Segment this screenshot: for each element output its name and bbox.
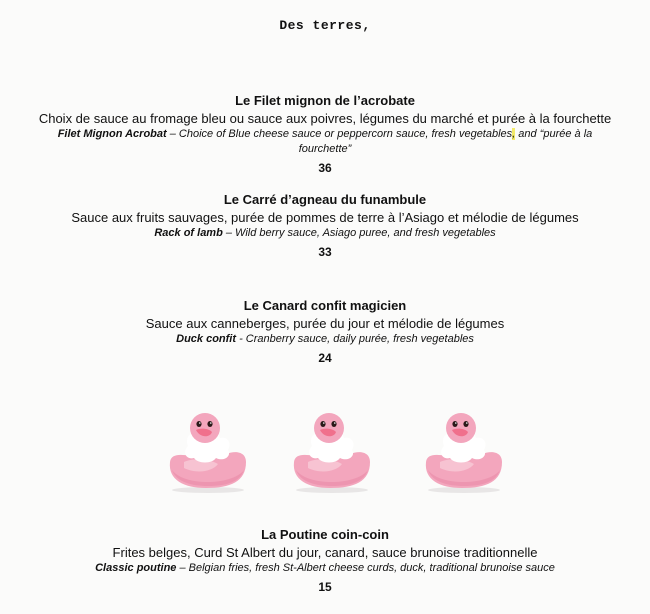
dish-description-en [20,226,630,241]
dish-name-en: Rack of lamb [154,227,223,239]
dish-name-en: Classic poutine [95,562,177,574]
rubber-duck-icon [162,400,252,495]
dish-price: 15 [318,580,332,594]
dish-description-fr: Sauce aux fruits sauvages, purée de pommes de terre à l’Asiago et mélodie de légumes [71,210,579,225]
section-title: Des terres, [279,18,371,33]
dish-name: Le Canard confit magicien [243,298,407,313]
dish-description-en [20,127,630,157]
dish-desc-en-part2: and “purée à la fourchette” [298,128,593,155]
rubber-ducks-illustration [0,400,650,500]
dish-poutine [20,526,630,596]
dish-description-en [20,332,630,347]
dish-name-en: Filet Mignon Acrobat [57,128,167,140]
dish-filet-mignon [20,92,630,177]
dish-name: La Poutine coin-coin [261,527,389,542]
dish-desc-en-part1: – Choice of Blue cheese sauce or peppercorn sauce, fresh vegetables [166,128,513,140]
dish-description-en [20,561,630,576]
dish-price: 24 [318,351,332,365]
rubber-duck-icon [418,400,508,495]
dish-duck-confit [20,297,630,367]
dish-name: Le Filet mignon de l’acrobate [235,93,415,108]
highlight-mark: , [512,128,516,140]
dish-price: 33 [318,245,332,259]
dish-desc-en: – Wild berry sauce, Asiago puree, and fresh vegetables [222,227,496,239]
dish-description-fr: Frites belges, Curd St Albert du jour, canard, sauce brunoise traditionnelle [112,545,538,560]
rubber-duck-icon [286,400,376,495]
dish-description-fr: Choix de sauce au fromage bleu ou sauce aux poivres, légumes du marché et purée à la fourchette [38,111,612,126]
dish-name-en: Duck confit [176,333,237,345]
dish-desc-en: - Cranberry sauce, daily purée, fresh vegetables [236,333,474,345]
dish-rack-of-lamb [20,191,630,261]
dish-description-fr: Sauce aux canneberges, purée du jour et mélodie de légumes [145,316,505,331]
dish-desc-en: – Belgian fries, fresh St-Albert cheese curds, duck, traditional brunoise sauce [176,562,555,574]
dish-price: 36 [318,161,332,175]
dish-name: Le Carré d’agneau du funambule [223,192,427,207]
